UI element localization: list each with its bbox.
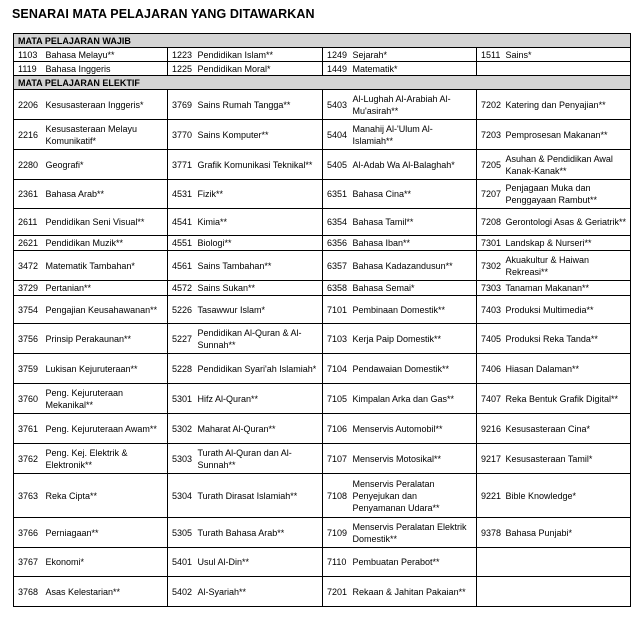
subject-name: Akuakultur & Haiwan Rekreasi**	[505, 251, 631, 281]
subject-name: Kimpalan Arka dan Gas**	[352, 384, 477, 414]
subject-name: Pembinaan Domestik**	[352, 296, 477, 324]
subject-name: Ekonomi*	[45, 548, 168, 577]
subject-code: 7405	[477, 324, 505, 354]
subject-name: Perniagaan**	[45, 518, 168, 548]
subject-code: 7403	[477, 296, 505, 324]
subject-name: Matematik*	[352, 62, 477, 76]
subject-code: 5228	[168, 354, 197, 384]
table-row	[14, 236, 631, 251]
subject-code: 3761	[14, 414, 45, 444]
subject-code	[477, 577, 505, 607]
subject-name: Produksi Reka Tanda**	[505, 324, 631, 354]
subject-code: 5302	[168, 414, 197, 444]
subject-name: Sains Komputer**	[197, 120, 323, 150]
subject-code: 6351	[323, 180, 352, 209]
subject-name: Katering dan Penyajian**	[505, 90, 631, 120]
subject-code: 4561	[168, 251, 197, 281]
table-row	[14, 90, 631, 120]
subject-name: Matematik Tambahan*	[45, 251, 168, 281]
subject-code: 2280	[14, 150, 45, 180]
subject-code: 1119	[14, 62, 45, 76]
subject-code: 6358	[323, 281, 352, 296]
subject-code: 2216	[14, 120, 45, 150]
subject-code: 4531	[168, 180, 197, 209]
subject-name: Pendawaian Domestik**	[352, 354, 477, 384]
subject-name: Pendidikan Muzik**	[45, 236, 168, 251]
subject-name: Bahasa Semai*	[352, 281, 477, 296]
subject-name: Lukisan Kejuruteraan**	[45, 354, 168, 384]
subject-code: 3760	[14, 384, 45, 414]
subject-name: Peng. Kejuruteraan Mekanikal**	[45, 384, 168, 414]
subject-code: 4572	[168, 281, 197, 296]
subject-name: Sains*	[505, 48, 631, 62]
subject-name: Pendidikan Moral*	[197, 62, 323, 76]
section-heading-row	[14, 76, 631, 90]
subject-code: 7202	[477, 90, 505, 120]
subject-code: 4541	[168, 209, 197, 236]
subject-code: 7105	[323, 384, 352, 414]
subject-code: 7303	[477, 281, 505, 296]
subject-code: 2621	[14, 236, 45, 251]
subject-code: 5304	[168, 474, 197, 518]
subject-name: Bahasa Inggeris	[45, 62, 168, 76]
subject-name: Bahasa Cina**	[352, 180, 477, 209]
subject-code: 3759	[14, 354, 45, 384]
table-row	[14, 48, 631, 62]
table-row	[14, 518, 631, 548]
subject-code: 3763	[14, 474, 45, 518]
subject-name: Maharat Al-Quran**	[197, 414, 323, 444]
table-row	[14, 414, 631, 444]
table-row	[14, 354, 631, 384]
subject-code: 7104	[323, 354, 352, 384]
subject-name: Sains Sukan**	[197, 281, 323, 296]
section-heading: MATA PELAJARAN WAJIB	[14, 34, 631, 48]
subject-name: Usul Al-Din**	[197, 548, 323, 577]
subject-code: 1511	[477, 48, 505, 62]
subject-name	[505, 62, 631, 76]
table-row	[14, 444, 631, 474]
subject-code: 5402	[168, 577, 197, 607]
subject-code: 3762	[14, 444, 45, 474]
subject-name: Pembuatan Perabot**	[352, 548, 477, 577]
subject-code: 9217	[477, 444, 505, 474]
subject-name: Hiasan Dalaman**	[505, 354, 631, 384]
subject-name: Peng. Kej. Elektrik & Elektronik**	[45, 444, 168, 474]
subject-name: Sains Tambahan**	[197, 251, 323, 281]
subject-code: 2361	[14, 180, 45, 209]
subject-code: 5405	[323, 150, 352, 180]
subject-name: Menservis Peralatan Penyejukan dan Penyamanan Udara**	[352, 474, 477, 518]
subject-name: Bahasa Punjabi*	[505, 518, 631, 548]
subject-name: Al-Adab Wa Al-Balaghah*	[352, 150, 477, 180]
table-row	[14, 324, 631, 354]
subject-code: 7106	[323, 414, 352, 444]
table-row	[14, 180, 631, 209]
subject-code: 3769	[168, 90, 197, 120]
subject-code: 5404	[323, 120, 352, 150]
subject-code: 1225	[168, 62, 197, 76]
subject-name: Bahasa Tamil**	[352, 209, 477, 236]
table-row	[14, 120, 631, 150]
table-row	[14, 281, 631, 296]
subject-code: 7103	[323, 324, 352, 354]
subject-name: Asas Kelestarian**	[45, 577, 168, 607]
subject-code: 7406	[477, 354, 505, 384]
table-row	[14, 150, 631, 180]
subject-code: 3771	[168, 150, 197, 180]
subject-code: 1249	[323, 48, 352, 62]
subject-name: Kesusasteraan Cina*	[505, 414, 631, 444]
subject-code: 7101	[323, 296, 352, 324]
subject-name: Kesusasteraan Melayu Komunikatif*	[45, 120, 168, 150]
subject-code: 7301	[477, 236, 505, 251]
subject-name: Prinsip Perakaunan**	[45, 324, 168, 354]
subject-name: Peng. Kejuruteraan Awam**	[45, 414, 168, 444]
subject-name: Hifz Al-Quran**	[197, 384, 323, 414]
subject-name: Rekaan & Jahitan Pakaian**	[352, 577, 477, 607]
subject-code: 7110	[323, 548, 352, 577]
subject-name: Bahasa Melayu**	[45, 48, 168, 62]
subject-name: Manahij Al-'Ulum Al-Islamiah**	[352, 120, 477, 150]
subject-name: Pengajian Keusahawanan**	[45, 296, 168, 324]
subject-name: Pendidikan Al-Quran & Al-Sunnah**	[197, 324, 323, 354]
subject-code: 3729	[14, 281, 45, 296]
subject-name: Bible Knowledge*	[505, 474, 631, 518]
subject-code: 7203	[477, 120, 505, 150]
subject-code: 3754	[14, 296, 45, 324]
subject-name: Turath Al-Quran dan Al-Sunnah**	[197, 444, 323, 474]
subject-code: 7108	[323, 474, 352, 518]
subject-code: 4551	[168, 236, 197, 251]
subject-name: Bahasa Arab**	[45, 180, 168, 209]
subject-code: 7207	[477, 180, 505, 209]
subject-code: 3767	[14, 548, 45, 577]
subject-table	[13, 33, 631, 607]
subject-code: 9216	[477, 414, 505, 444]
subject-code: 9221	[477, 474, 505, 518]
subject-name: Bahasa Kadazandusun**	[352, 251, 477, 281]
page-title: SENARAI MATA PELAJARAN YANG DITAWARKAN	[12, 7, 315, 21]
subject-name: Produksi Multimedia**	[505, 296, 631, 324]
subject-name: Reka Cipta**	[45, 474, 168, 518]
table-row	[14, 384, 631, 414]
subject-name: Asuhan & Pendidikan Awal Kanak-Kanak**	[505, 150, 631, 180]
subject-name: Pemprosesan Makanan**	[505, 120, 631, 150]
subject-code: 5305	[168, 518, 197, 548]
subject-code: 5301	[168, 384, 197, 414]
subject-code: 5226	[168, 296, 197, 324]
subject-name: Menservis Motosikal**	[352, 444, 477, 474]
subject-name: Pendidikan Islam**	[197, 48, 323, 62]
subject-code: 7109	[323, 518, 352, 548]
subject-name: Pendidikan Syari'ah Islamiah*	[197, 354, 323, 384]
subject-name: Kerja Paip Domestik**	[352, 324, 477, 354]
subject-code: 2206	[14, 90, 45, 120]
subject-name: Pertanian**	[45, 281, 168, 296]
subject-name: Pendidikan Seni Visual**	[45, 209, 168, 236]
subject-name: Tasawwur Islam*	[197, 296, 323, 324]
subject-code: 6357	[323, 251, 352, 281]
table-row	[14, 577, 631, 607]
subject-code	[477, 62, 505, 76]
subject-code: 7302	[477, 251, 505, 281]
subject-code: 7407	[477, 384, 505, 414]
subject-name: Sejarah*	[352, 48, 477, 62]
subject-name	[505, 577, 631, 607]
table-row	[14, 251, 631, 281]
subject-code: 2611	[14, 209, 45, 236]
subject-code: 7208	[477, 209, 505, 236]
subject-name: Al-Lughah Al-Arabiah Al-Mu'asirah**	[352, 90, 477, 120]
subject-code: 3768	[14, 577, 45, 607]
subject-name: Gerontologi Asas & Geriatrik**	[505, 209, 631, 236]
subject-name: Grafik Komunikasi Teknikal**	[197, 150, 323, 180]
subject-name: Kimia**	[197, 209, 323, 236]
table-row	[14, 209, 631, 236]
subject-code: 3472	[14, 251, 45, 281]
subject-code	[477, 548, 505, 577]
subject-code: 9378	[477, 518, 505, 548]
subject-code: 3756	[14, 324, 45, 354]
section-heading: MATA PELAJARAN ELEKTIF	[14, 76, 631, 90]
table-row	[14, 296, 631, 324]
subject-name: Geografi*	[45, 150, 168, 180]
subject-name: Penjagaan Muka dan Penggayaan Rambut**	[505, 180, 631, 209]
subject-name: Kesusasteraan Tamil*	[505, 444, 631, 474]
table-row	[14, 62, 631, 76]
subject-name: Turath Bahasa Arab**	[197, 518, 323, 548]
subject-name: Al-Syariah**	[197, 577, 323, 607]
subject-code: 1449	[323, 62, 352, 76]
subject-code: 5401	[168, 548, 197, 577]
subject-code: 7205	[477, 150, 505, 180]
subject-code: 5227	[168, 324, 197, 354]
subject-code: 1103	[14, 48, 45, 62]
subject-code: 7107	[323, 444, 352, 474]
subject-code: 6354	[323, 209, 352, 236]
subject-name: Turath Dirasat Islamiah**	[197, 474, 323, 518]
subject-name: Biologi**	[197, 236, 323, 251]
subject-name: Bahasa Iban**	[352, 236, 477, 251]
subject-code: 3766	[14, 518, 45, 548]
subject-name: Fizik**	[197, 180, 323, 209]
section-heading-row	[14, 34, 631, 48]
subject-name: Reka Bentuk Grafik Digital**	[505, 384, 631, 414]
subject-name: Tanaman Makanan**	[505, 281, 631, 296]
subject-code: 1223	[168, 48, 197, 62]
subject-name: Kesusasteraan Inggeris*	[45, 90, 168, 120]
subject-code: 7201	[323, 577, 352, 607]
table-row	[14, 474, 631, 518]
subject-code: 5403	[323, 90, 352, 120]
subject-name: Menservis Peralatan Elektrik Domestik**	[352, 518, 477, 548]
subject-code: 3770	[168, 120, 197, 150]
subject-name	[505, 548, 631, 577]
subject-code: 6356	[323, 236, 352, 251]
subject-name: Landskap & Nurseri**	[505, 236, 631, 251]
subject-name: Sains Rumah Tangga**	[197, 90, 323, 120]
subject-name: Menservis Automobil**	[352, 414, 477, 444]
table-row	[14, 548, 631, 577]
subject-code: 5303	[168, 444, 197, 474]
